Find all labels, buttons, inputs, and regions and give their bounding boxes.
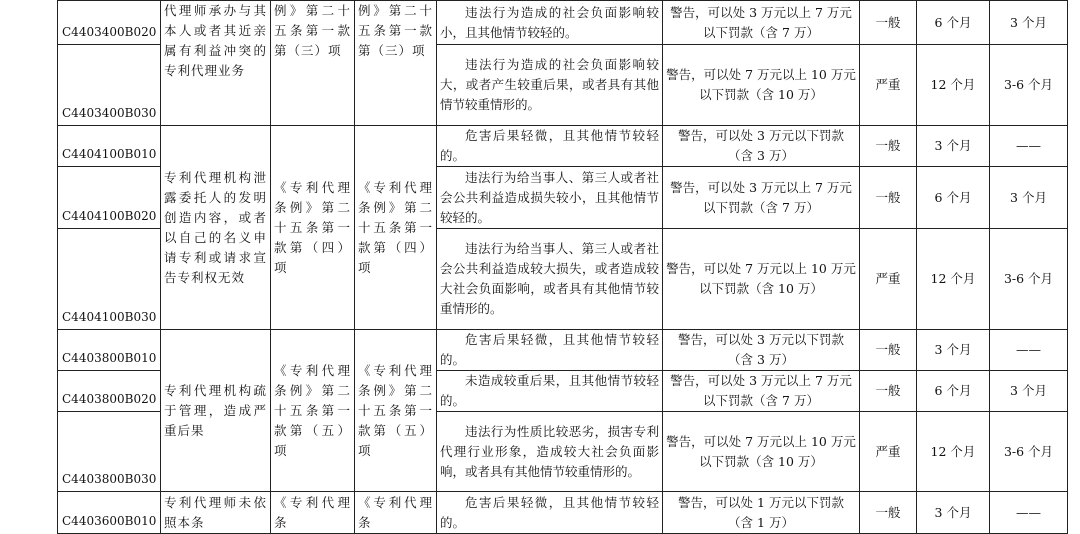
code-cell: C4403400B020 [58, 1, 161, 45]
code-cell: C4403600B010 [58, 492, 161, 534]
circumstance-cell: 危害后果轻微，且其他情节较轻的。 [437, 492, 663, 534]
penalty-cell: 警告，可以处 3 万元以上 7 万元以下罚款（含 7 万） [663, 167, 860, 229]
period-cell: 3-6 个月 [990, 45, 1068, 126]
penalty-cell: 警告，可以处 3 万元以上 7 万元以下罚款（含 7 万） [663, 371, 860, 412]
penalty-cell: 警告，可以处 7 万元以上 10 万元以下罚款（含 10 万） [663, 229, 860, 330]
severity-cell: 一般 [860, 330, 917, 371]
circumstance-cell: 违法行为造成的社会负面影响较大，或者产生较重后果，或者具有其他情节较重情形的。 [437, 45, 663, 126]
penalty-standard-table [57, 0, 1068, 534]
penalty-basis-cell: 《专利代理条例》第二十五条第一款第（四）项 [355, 126, 437, 330]
penalty-cell: 警告，可以处 3 万元以下罚款（含 3 万） [663, 126, 860, 167]
period-cell: 3 个月 [990, 371, 1068, 412]
table-row [58, 126, 1068, 167]
circumstance-cell: 违法行为造成的社会负面影响较小，且其他情节较轻的。 [437, 1, 663, 45]
circumstance-cell: 违法行为性质比较恶劣，损害专利代理行业形象，造成较大社会负面影响，或者具有其他情节较重情形的。 [437, 412, 663, 492]
severity-cell: 严重 [860, 412, 917, 492]
code-cell: C4404100B020 [58, 167, 161, 229]
table-row [58, 330, 1068, 371]
period-cell: 3 个月 [917, 126, 990, 167]
penalty-cell: 警告，可以处 3 万元以上 7 万元以下罚款（含 7 万） [663, 1, 860, 45]
period-cell: 3-6 个月 [990, 412, 1068, 492]
legal-basis-cell: 《专利代理条 [271, 492, 355, 534]
circumstance-cell: 违法行为给当事人、第三人或者社会公共利益造成较大损失，或者造成较大社会负面影响，或者具有其他情节较重情形的。 [437, 229, 663, 330]
circumstance-cell: 危害后果轻微，且其他情节较轻的。 [437, 126, 663, 167]
penalty-cell: 警告，可以处 7 万元以上 10 万元以下罚款（含 10 万） [663, 412, 860, 492]
period-cell: 3 个月 [917, 330, 990, 371]
behavior-cell: 专利代理机构疏于管理，造成严重后果 [161, 330, 271, 492]
behavior-cell: 代理师承办与其本人或者其近亲属有利益冲突的专利代理业务 [161, 1, 271, 126]
period-cell: 3-6 个月 [990, 229, 1068, 330]
circumstance-cell: 违法行为给当事人、第三人或者社会公共利益造成损失较小，且其他情节较轻的。 [437, 167, 663, 229]
legal-basis-cell: 《专利代理条例》第二十五条第一款第（四）项 [271, 126, 355, 330]
code-cell: C4403400B030 [58, 45, 161, 126]
code-cell: C4403800B020 [58, 371, 161, 412]
period-cell: 12 个月 [917, 412, 990, 492]
period-cell: 3 个月 [917, 492, 990, 534]
penalty-cell: 警告，可以处 3 万元以下罚款（含 3 万） [663, 330, 860, 371]
period-cell: 6 个月 [917, 371, 990, 412]
severity-cell: 一般 [860, 1, 917, 45]
severity-cell: 严重 [860, 229, 917, 330]
penalty-basis-cell: 《专利代理条 [355, 492, 437, 534]
behavior-cell: 专利代理师未依照本条 [161, 492, 271, 534]
period-cell: 12 个月 [917, 45, 990, 126]
severity-cell: 一般 [860, 371, 917, 412]
table-row [58, 492, 1068, 534]
circumstance-cell: 危害后果轻微，且其他情节较轻的。 [437, 330, 663, 371]
period-cell: 6 个月 [917, 1, 990, 45]
period-cell: 12 个月 [917, 229, 990, 330]
code-cell: C4404100B010 [58, 126, 161, 167]
severity-cell: 严重 [860, 45, 917, 126]
penalty-basis-cell: 《专利代理条例》第二十五条第一款第（五）项 [355, 330, 437, 492]
period-cell: —— [990, 492, 1068, 534]
circumstance-cell: 未造成较重后果，且其他情节较轻的。 [437, 371, 663, 412]
table-row [58, 1, 1068, 45]
legal-basis-cell: 《专利代理条例》第二十五条第一款第（五）项 [271, 330, 355, 492]
period-cell: 6 个月 [917, 167, 990, 229]
code-cell: C4403800B030 [58, 412, 161, 492]
code-cell: C4404100B030 [58, 229, 161, 330]
severity-cell: 一般 [860, 126, 917, 167]
period-cell: 3 个月 [990, 167, 1068, 229]
penalty-cell: 警告，可以处 1 万元以下罚款（含 1 万） [663, 492, 860, 534]
period-cell: —— [990, 126, 1068, 167]
behavior-cell: 专利代理机构泄露委托人的发明创造内容，或者以自己的名义申请专利或请求宣告专利权无效 [161, 126, 271, 330]
period-cell: 3 个月 [990, 1, 1068, 45]
penalty-cell: 警告，可以处 7 万元以上 10 万元以下罚款（含 10 万） [663, 45, 860, 126]
severity-cell: 一般 [860, 167, 917, 229]
legal-basis-cell: 例》第二十五条第一款第（三）项 [271, 1, 355, 126]
severity-cell: 一般 [860, 492, 917, 534]
penalty-basis-cell: 例》第二十五条第一款第（三）项 [355, 1, 437, 126]
code-cell: C4403800B010 [58, 330, 161, 371]
period-cell: —— [990, 330, 1068, 371]
